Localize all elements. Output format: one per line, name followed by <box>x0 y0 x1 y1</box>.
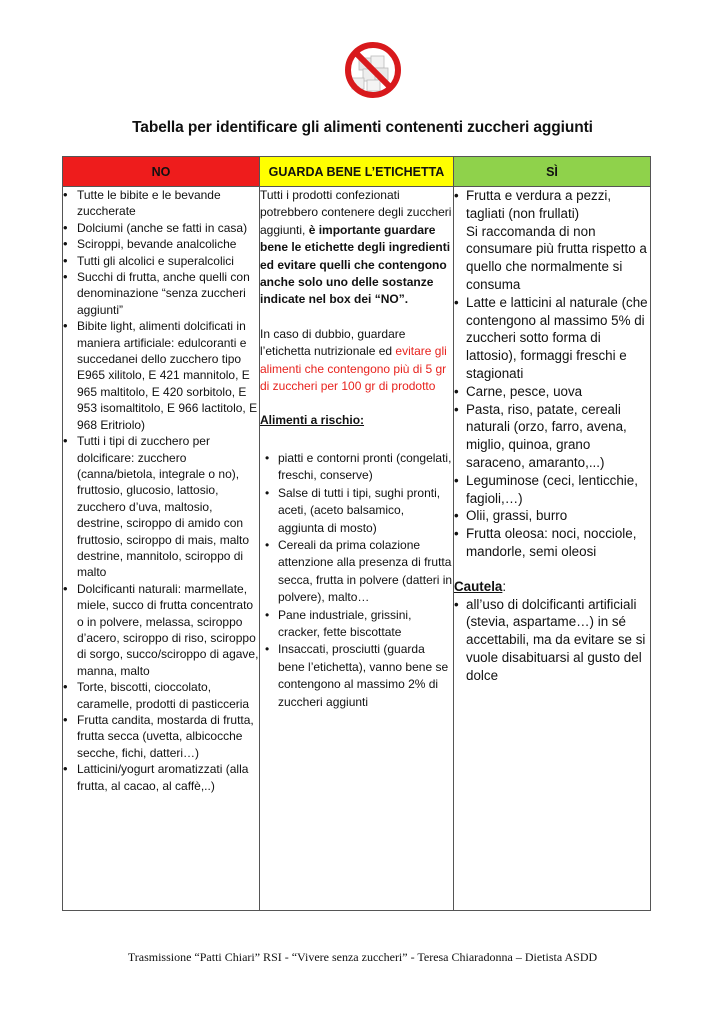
list-item: • Cereali da prima colazione attenzione alla presenza di frutta secca, frutta in polvere (datteri in polvere), malto… <box>260 537 453 607</box>
footer-credit: Trasmissione “Patti Chiari” RSI - “Vivere senza zuccheri” - Teresa Chiaradonna – Dietista ASDD <box>127 950 598 964</box>
list-item: • Leguminose (ceci, lenticchie, fagioli,…) <box>454 472 650 508</box>
list-item: • Tutte le bibite e le bevande zuccherate <box>63 187 259 220</box>
list-item: • Frutta oleosa: noci, nocciole, mandorle, semi oleosi <box>454 525 650 561</box>
guard-doubt-warning: evitare gli alimenti che contengono più di 5 gr di zuccheri per 100 gr di prodotto <box>260 344 447 394</box>
column-no <box>63 187 260 911</box>
list-item: • Dolcificanti naturali: marmellate, miele, succo di frutta concentrato o in polvere, melassa, sciroppo d’acero, sciroppo di riso, sciroppo di sorgo, succo/sciroppo di agave, manna, malto <box>63 581 259 679</box>
guard-intro <box>260 187 453 309</box>
header-no: NO <box>63 157 260 187</box>
caution-list <box>454 596 650 685</box>
column-guard <box>260 187 454 911</box>
guard-doubt <box>260 326 453 396</box>
list-item: • Pane industriale, grissini, cracker, fette biscottate <box>260 607 453 642</box>
guard-doubt-text: In caso di dubbio, guardare l’etichetta nutrizionale ed <box>260 326 406 359</box>
list-item: • Salse di tutti i tipi, sughi pronti, aceti, (aceto balsamico, aggiunta di mosto) <box>260 485 453 537</box>
list-item-text: Frutta e verdura a pezzi, tagliati (non frullati) <box>466 188 612 221</box>
list-item: • Carne, pesce, uova <box>454 383 650 401</box>
guard-intro-text: Tutti i prodotti confezionati potrebbero contenere degli zuccheri aggiunti, <box>260 188 452 237</box>
list-item: • Dolciumi (anche se fatti in casa) <box>63 220 259 236</box>
list-item: • Tutti i tipi di zucchero per dolcificare: zucchero (canna/bietola, integrale o no), fruttosio, glucosio, lattosio, zucchero d’uva, maltosio, destrine, sciroppo di amido con fruttosio, sciroppo di mais, malto destrine, mannitolo, sciroppo di malto <box>63 433 259 581</box>
no-list <box>63 187 259 794</box>
list-item: • Pasta, riso, patate, cereali naturali (orzo, farro, avena, miglio, quinoa, grano saraceno, amaranto,...) <box>454 401 650 472</box>
fruit-note: Si raccomanda di non consumare più frutta rispetto a quello che normalmente si consuma <box>466 223 647 292</box>
risk-list <box>260 450 453 711</box>
list-item: • Succhi di frutta, anche quelli con denominazione “senza zuccheri aggiunti” <box>63 269 259 318</box>
column-si <box>454 187 651 911</box>
list-item: • Bibite light, alimenti dolcificati in maniera artificiale: edulcoranti e succedanei dello zucchero tipo E965 xilitolo, E 421 mannitolo, E 965 maltitolo, E 420 sorbitolo, E 953 isomaltitolo, E 966 lactitolo, E 968 Eritriolo) <box>63 318 259 433</box>
list-item: • all’uso di dolcificanti artificiali (stevia, aspartame…) in sé accettabili, ma da evitare se si vuole disabituarsi al gusto del dolce <box>454 596 650 685</box>
no-sugar-sign-icon <box>341 40 405 100</box>
si-list <box>454 187 650 561</box>
list-item: • Latticini/yogurt aromatizzati (alla frutta, al cacao, al caffè,..) <box>63 761 259 794</box>
list-item: • piatti e contorni pronti (congelati, freschi, conserve) <box>260 450 453 485</box>
list-item: • Frutta candita, mostarda di frutta, frutta secca (uvetta, albicocche secche, fichi, datteri…) <box>63 712 259 761</box>
list-item: • Insaccati, prosciutti (guarda bene l’etichetta), vanno bene se contengono al massimo 2% di zuccheri aggiunti <box>260 641 453 711</box>
sugar-table <box>62 156 651 911</box>
header-si: SÌ <box>454 157 651 187</box>
list-item: • Sciroppi, bevande analcoliche <box>63 236 259 252</box>
page-title: Tabella per identificare gli alimenti contenenti zuccheri aggiunti <box>132 119 593 136</box>
table-body-row <box>63 187 651 911</box>
caution-label: Cautela: <box>454 578 507 594</box>
list-item: • Latte e latticini al naturale (che contengono al massimo 5% di zuccheri sotto forma di lattosio), formaggi freschi e stagionati <box>454 294 650 383</box>
table-header-row <box>63 157 651 187</box>
list-item <box>454 187 650 294</box>
risk-label: Alimenti a rischio: <box>260 413 365 428</box>
list-item: • Olii, grassi, burro <box>454 507 650 525</box>
guard-intro-bold: è importante guardare bene le etichette degli ingredienti ed evitare quelli che contengono anche solo uno delle sostanze indicate nel box dei “NO”. <box>260 222 451 307</box>
list-item: • Torte, biscotti, cioccolato, caramelle, prodotti di pasticceria <box>63 679 259 712</box>
header-guard: GUARDA BENE L’ETICHETTA <box>260 157 454 187</box>
list-item: • Tutti gli alcolici e superalcolici <box>63 253 259 269</box>
